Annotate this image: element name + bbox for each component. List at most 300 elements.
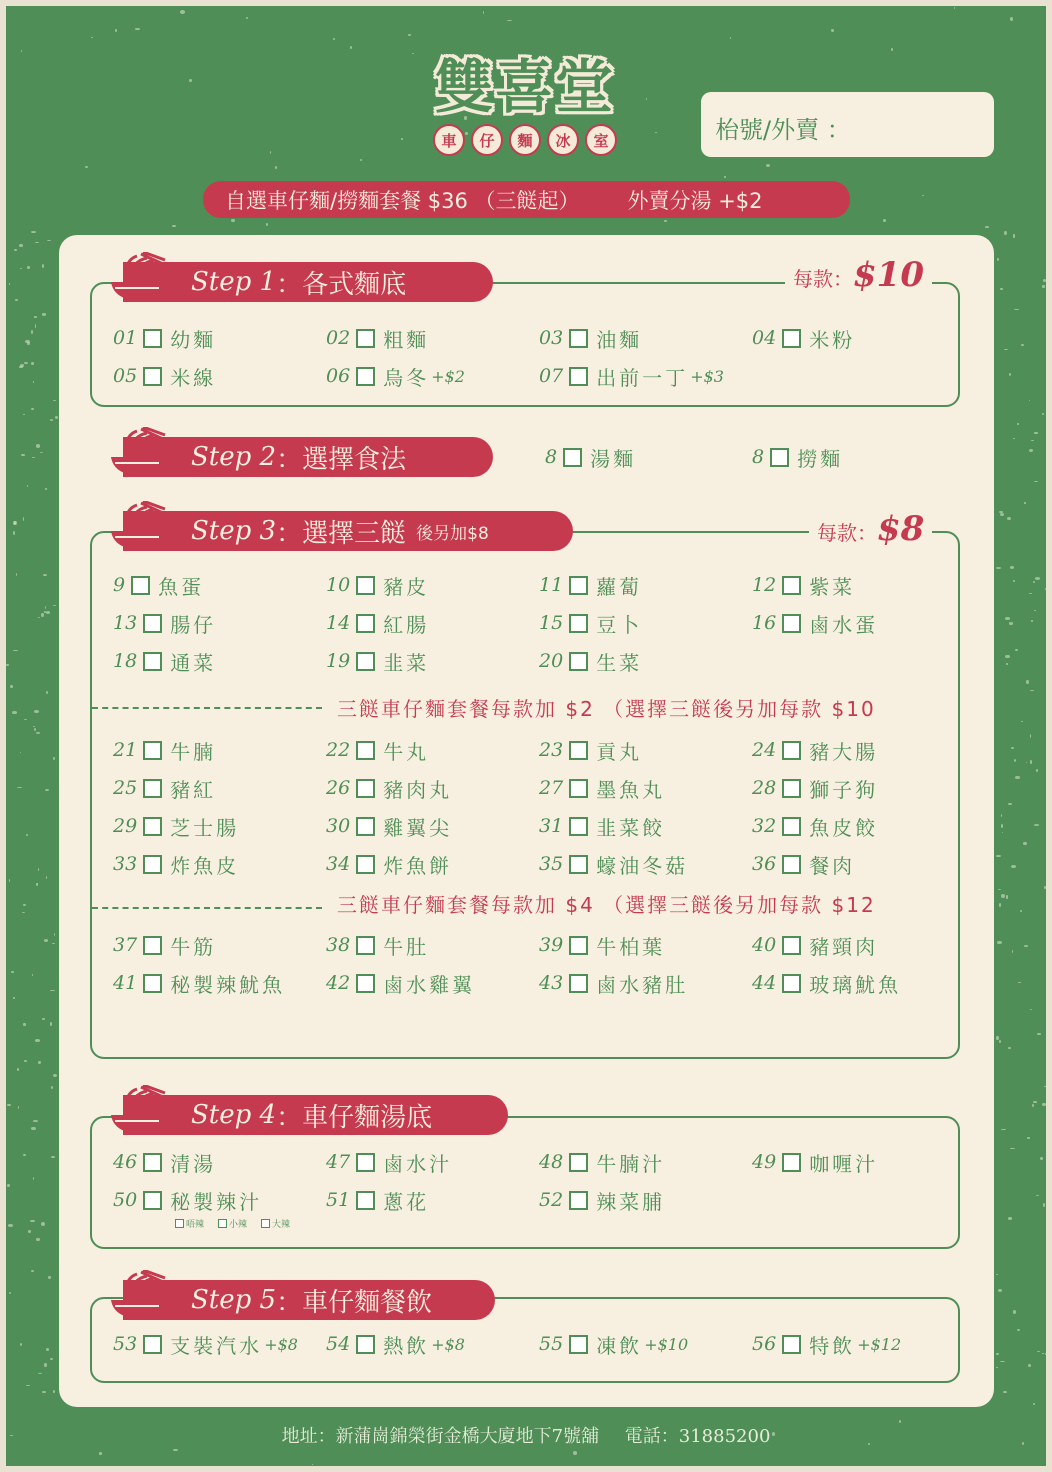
checkbox[interactable] — [770, 448, 789, 467]
texture-speck — [44, 939, 48, 942]
texture-speck — [1043, 279, 1046, 282]
texture-speck — [1028, 1364, 1031, 1367]
step4-title: ：車仔麵湯底 — [276, 1102, 433, 1133]
texture-speck — [10, 685, 13, 688]
checkbox[interactable] — [143, 974, 162, 993]
checkbox[interactable] — [569, 329, 588, 348]
checkbox[interactable] — [143, 1191, 162, 1210]
texture-speck — [312, 1464, 313, 1466]
item-number: 9 — [113, 574, 126, 596]
menu-option[interactable] — [752, 737, 878, 763]
step5-label: Step 5 — [191, 1285, 277, 1315]
checkbox[interactable] — [356, 1153, 375, 1172]
texture-speck — [99, 1452, 102, 1454]
texture-speck — [43, 574, 48, 577]
checkbox[interactable] — [569, 367, 588, 386]
texture-speck — [1001, 894, 1004, 898]
menu-option[interactable] — [326, 775, 452, 801]
step4-label: Step 4 — [191, 1100, 277, 1130]
checkbox[interactable] — [782, 936, 801, 955]
menu-option[interactable] — [113, 1331, 298, 1357]
texture-speck — [46, 691, 49, 695]
texture-speck — [408, 34, 411, 36]
texture-speck — [9, 1292, 11, 1294]
item-label: 支裝汽水 — [170, 1333, 263, 1358]
item-number: 21 — [113, 739, 138, 761]
texture-speck — [173, 1449, 177, 1451]
item-label: 通菜 — [170, 650, 217, 675]
texture-speck — [1034, 610, 1036, 612]
texture-speck — [33, 726, 35, 727]
item-number: 48 — [539, 1151, 564, 1173]
checkbox[interactable] — [782, 614, 801, 633]
item-number: 10 — [326, 574, 351, 596]
menu-option[interactable] — [752, 775, 878, 801]
checkbox[interactable] — [356, 652, 375, 671]
texture-speck — [23, 414, 25, 416]
menu-option[interactable] — [539, 325, 642, 351]
checkbox[interactable] — [569, 614, 588, 633]
item-label: 鹵水豬肚 — [596, 972, 689, 997]
texture-speck — [998, 889, 1001, 890]
texture-speck — [998, 1289, 1002, 1291]
checkbox[interactable] — [356, 974, 375, 993]
texture-speck — [31, 408, 34, 409]
menu-option[interactable] — [326, 325, 429, 351]
menu-option[interactable] — [539, 970, 688, 996]
menu-option[interactable] — [113, 737, 216, 763]
menu-option[interactable] — [326, 970, 475, 996]
menu-option[interactable] — [326, 1187, 429, 1213]
texture-speck — [46, 611, 51, 614]
item-label: 豆卜 — [596, 612, 643, 637]
texture-speck — [15, 299, 18, 301]
item-number: 03 — [539, 327, 564, 349]
texture-speck — [1013, 234, 1014, 238]
checkbox[interactable] — [356, 614, 375, 633]
item-number: 38 — [326, 934, 351, 956]
checkbox[interactable] — [782, 576, 801, 595]
item-label: 生菜 — [596, 650, 643, 675]
item-number: 24 — [752, 739, 777, 761]
item-number: 30 — [326, 815, 351, 837]
menu-option[interactable] — [752, 851, 855, 877]
texture-speck — [1030, 690, 1034, 692]
menu-option[interactable] — [752, 970, 901, 996]
texture-speck — [1040, 1157, 1044, 1160]
item-label: 韭菜餃 — [596, 815, 666, 840]
texture-speck — [28, 1230, 31, 1232]
checkbox[interactable] — [569, 1153, 588, 1172]
texture-speck — [14, 249, 16, 251]
checkbox[interactable] — [143, 1153, 162, 1172]
texture-speck — [1008, 1217, 1011, 1220]
checkbox[interactable] — [782, 1335, 801, 1354]
item-number: 04 — [752, 327, 777, 349]
texture-speck — [7, 1104, 12, 1107]
texture-speck — [27, 266, 30, 268]
menu-option[interactable] — [539, 1331, 688, 1357]
texture-speck — [51, 1156, 55, 1159]
checkbox[interactable] — [356, 1335, 375, 1354]
menu-option[interactable] — [545, 444, 636, 470]
texture-speck — [50, 1358, 52, 1360]
texture-speck — [21, 50, 22, 52]
texture-speck — [1011, 747, 1014, 749]
texture-speck — [483, 11, 484, 13]
logo-sub-char: 冰 — [547, 124, 579, 156]
item-number: 47 — [326, 1151, 351, 1173]
checkbox[interactable] — [782, 1153, 801, 1172]
menu-option[interactable] — [752, 813, 878, 839]
menu-option[interactable] — [113, 325, 216, 351]
item-label: 貢丸 — [596, 739, 643, 764]
menu-option[interactable] — [752, 444, 843, 470]
texture-speck — [1042, 413, 1044, 414]
item-surcharge: +$12 — [857, 1334, 902, 1354]
checkbox[interactable] — [356, 855, 375, 874]
menu-option[interactable] — [113, 572, 204, 598]
texture-speck — [1033, 1101, 1036, 1103]
texture-speck — [999, 511, 1003, 513]
item-label: 鹵水蛋 — [809, 612, 879, 637]
checkbox[interactable] — [143, 936, 162, 955]
menu-option[interactable] — [113, 851, 239, 877]
texture-speck — [32, 457, 35, 458]
logo-subtitle — [420, 124, 630, 156]
item-label: 牛肚 — [383, 934, 430, 959]
texture-speck — [31, 231, 36, 233]
item-number: 28 — [752, 777, 777, 799]
spice-option[interactable]: 小辣 — [218, 1217, 247, 1230]
texture-speck — [47, 240, 51, 241]
checkbox[interactable] — [356, 817, 375, 836]
texture-speck — [1004, 231, 1007, 235]
texture-speck — [34, 728, 36, 730]
texture-speck — [1026, 762, 1027, 763]
checkbox[interactable] — [782, 779, 801, 798]
menu-option[interactable] — [326, 1149, 452, 1175]
checkbox[interactable] — [218, 1219, 227, 1228]
checkbox[interactable] — [569, 1335, 588, 1354]
texture-speck — [360, 159, 362, 161]
texture-speck — [1043, 1203, 1045, 1207]
checkbox[interactable] — [356, 329, 375, 348]
menu-option[interactable] — [113, 1187, 262, 1213]
noodle-bowl-icon — [107, 427, 167, 479]
item-label: 凍飲 — [596, 1333, 643, 1358]
texture-speck — [45, 789, 49, 791]
menu-option[interactable] — [752, 1331, 901, 1357]
checkbox[interactable] — [143, 817, 162, 836]
checkbox[interactable] — [782, 817, 801, 836]
texture-speck — [1004, 349, 1008, 350]
texture-speck — [246, 17, 248, 19]
texture-speck — [1005, 617, 1009, 620]
divider-dashed — [92, 707, 322, 709]
texture-speck — [1008, 803, 1012, 805]
menu-option[interactable] — [539, 813, 665, 839]
menu-option[interactable] — [326, 813, 452, 839]
item-label: 湯麵 — [590, 446, 637, 471]
item-label: 牛柏葉 — [596, 934, 666, 959]
texture-speck — [22, 912, 26, 913]
checkbox[interactable] — [782, 855, 801, 874]
texture-speck — [1010, 1148, 1015, 1149]
item-label: 秘製辣魷魚 — [170, 972, 286, 997]
texture-speck — [1017, 423, 1019, 426]
logo-sub-char: 仔 — [471, 124, 503, 156]
checkbox[interactable] — [143, 855, 162, 874]
texture-speck — [189, 79, 192, 81]
texture-speck — [664, 220, 667, 223]
menu-option[interactable] — [326, 648, 429, 674]
texture-speck — [180, 10, 185, 14]
texture-speck — [17, 1068, 19, 1072]
texture-speck — [1000, 1361, 1005, 1362]
checkbox[interactable] — [569, 936, 588, 955]
item-number: 07 — [539, 365, 564, 387]
texture-speck — [270, 151, 271, 154]
texture-speck — [36, 732, 40, 734]
item-number: 40 — [752, 934, 777, 956]
texture-speck — [1009, 622, 1014, 624]
item-number: 01 — [113, 327, 138, 349]
texture-speck — [13, 997, 15, 999]
checkbox[interactable] — [782, 974, 801, 993]
menu-option[interactable] — [113, 1149, 216, 1175]
texture-speck — [1017, 1329, 1020, 1331]
texture-speck — [34, 316, 37, 317]
item-label: 雞翼尖 — [383, 815, 453, 840]
menu-option[interactable] — [113, 363, 216, 389]
checkbox[interactable] — [356, 576, 375, 595]
menu-option[interactable] — [752, 325, 855, 351]
texture-speck — [997, 258, 999, 261]
item-number: 05 — [113, 365, 138, 387]
checkbox[interactable] — [569, 576, 588, 595]
menu-option[interactable] — [326, 1331, 465, 1357]
item-number: 15 — [539, 612, 564, 634]
menu-option[interactable] — [326, 737, 429, 763]
texture-speck — [9, 283, 10, 284]
texture-speck — [1009, 373, 1011, 376]
texture-speck — [883, 219, 886, 222]
texture-speck — [91, 37, 93, 38]
texture-speck — [42, 1391, 45, 1393]
texture-speck — [231, 219, 235, 223]
menu-option[interactable] — [113, 610, 216, 636]
texture-speck — [48, 1276, 52, 1279]
item-number: 8 — [752, 446, 765, 468]
menu-option[interactable] — [539, 1149, 665, 1175]
step1-header — [123, 262, 493, 302]
menu-option[interactable] — [752, 1149, 878, 1175]
checkbox[interactable] — [143, 741, 162, 760]
banner-set-price: 自選車仔麵/撈麵套餐 $36 （三餸起） — [225, 188, 580, 213]
texture-speck — [33, 1177, 34, 1181]
texture-speck — [27, 485, 29, 487]
item-label: 韭菜 — [383, 650, 430, 675]
menu-option[interactable] — [326, 363, 465, 389]
texture-speck — [1021, 721, 1023, 723]
menu-option[interactable] — [539, 737, 642, 763]
noodle-bowl-icon — [107, 1085, 167, 1137]
step5-title: ：車仔麵餐飲 — [276, 1287, 433, 1318]
menu-option[interactable] — [752, 572, 855, 598]
step2-header — [123, 437, 493, 477]
item-number: 55 — [539, 1333, 564, 1355]
item-number: 20 — [539, 650, 564, 672]
texture-speck — [17, 787, 22, 788]
menu-option[interactable] — [326, 610, 429, 636]
item-number: 39 — [539, 934, 564, 956]
item-label: 餐肉 — [809, 853, 856, 878]
menu-option[interactable] — [113, 648, 216, 674]
checkbox[interactable] — [782, 741, 801, 760]
menu-option[interactable] — [113, 813, 239, 839]
menu-option[interactable] — [113, 932, 216, 958]
texture-speck — [412, 53, 415, 55]
item-surcharge: +$8 — [431, 1334, 465, 1354]
menu-option[interactable] — [539, 572, 642, 598]
texture-speck — [1005, 655, 1010, 659]
checkbox[interactable] — [356, 367, 375, 386]
item-number: 46 — [113, 1151, 138, 1173]
texture-speck — [1001, 824, 1003, 827]
item-label: 炸魚餅 — [383, 853, 453, 878]
checkbox[interactable] — [356, 741, 375, 760]
checkbox[interactable] — [143, 652, 162, 671]
texture-speck — [1030, 734, 1031, 738]
menu-option[interactable] — [752, 932, 878, 958]
checkbox[interactable] — [143, 329, 162, 348]
checkbox[interactable] — [356, 1191, 375, 1210]
item-label: 獅子狗 — [809, 777, 879, 802]
checkbox[interactable] — [569, 652, 588, 671]
menu-option[interactable] — [539, 851, 688, 877]
texture-speck — [350, 46, 353, 49]
texture-speck — [33, 381, 34, 383]
texture-speck — [36, 444, 40, 447]
menu-option[interactable] — [539, 610, 642, 636]
item-label: 粗麵 — [383, 327, 430, 352]
checkbox[interactable] — [261, 1219, 270, 1228]
table-number-field[interactable] — [701, 92, 994, 157]
texture-speck — [38, 1373, 42, 1374]
checkbox[interactable] — [569, 974, 588, 993]
texture-speck — [33, 1120, 38, 1122]
item-number: 49 — [752, 1151, 777, 1173]
checkbox[interactable] — [143, 614, 162, 633]
checkbox[interactable] — [563, 448, 582, 467]
texture-speck — [1010, 566, 1014, 569]
checkbox[interactable] — [175, 1219, 184, 1228]
item-label: 牛丸 — [383, 739, 430, 764]
checkbox[interactable] — [143, 779, 162, 798]
checkbox[interactable] — [569, 779, 588, 798]
texture-speck — [573, 1451, 577, 1455]
checkbox[interactable] — [143, 1335, 162, 1354]
menu-option[interactable] — [539, 363, 724, 389]
texture-speck — [51, 1086, 53, 1089]
divider-dashed — [92, 907, 322, 909]
checkbox[interactable] — [356, 936, 375, 955]
texture-speck — [646, 98, 647, 100]
menu-option[interactable] — [539, 775, 665, 801]
item-label: 豬大腸 — [809, 739, 879, 764]
step3-price — [809, 509, 932, 549]
checkbox[interactable] — [131, 576, 150, 595]
texture-speck — [42, 264, 44, 268]
menu-option[interactable] — [326, 932, 429, 958]
step5-header — [123, 1280, 495, 1320]
texture-speck — [24, 362, 29, 364]
texture-speck — [1032, 1104, 1034, 1107]
item-number: 29 — [113, 815, 138, 837]
spice-option[interactable]: 大辣 — [261, 1217, 290, 1230]
item-label: 咖喱汁 — [809, 1151, 879, 1176]
texture-speck — [42, 313, 46, 315]
checkbox[interactable] — [143, 367, 162, 386]
texture-speck — [53, 400, 56, 401]
menu-option[interactable] — [539, 932, 665, 958]
texture-speck — [46, 1348, 49, 1351]
texture-speck — [23, 517, 24, 521]
texture-speck — [135, 28, 140, 30]
item-label: 紅腸 — [383, 612, 430, 637]
item-number: 06 — [326, 365, 351, 387]
texture-speck — [8, 1224, 13, 1228]
texture-speck — [31, 362, 34, 365]
menu-option[interactable] — [326, 572, 429, 598]
texture-speck — [891, 48, 893, 51]
texture-speck — [507, 20, 512, 22]
step3-title: ：選擇三餸 — [276, 518, 407, 549]
texture-speck — [997, 941, 1002, 945]
texture-speck — [36, 1238, 40, 1242]
checkbox[interactable] — [569, 817, 588, 836]
menu-option[interactable] — [539, 648, 642, 674]
menu-option[interactable] — [326, 851, 452, 877]
texture-speck — [52, 943, 55, 944]
texture-speck — [996, 1274, 998, 1275]
item-label: 米粉 — [809, 327, 856, 352]
texture-speck — [275, 166, 277, 169]
texture-speck — [12, 711, 17, 714]
item-number: 11 — [539, 574, 564, 596]
item-number: 56 — [752, 1333, 777, 1355]
menu-option[interactable] — [752, 610, 878, 636]
item-number: 44 — [752, 972, 777, 994]
texture-speck — [1026, 680, 1029, 684]
menu-option[interactable] — [113, 775, 216, 801]
item-label: 烏冬 — [383, 365, 430, 390]
spice-option[interactable]: 唔辣 — [175, 1217, 204, 1230]
checkbox[interactable] — [356, 779, 375, 798]
item-number: 26 — [326, 777, 351, 799]
checkbox[interactable] — [782, 329, 801, 348]
texture-speck — [40, 452, 43, 453]
checkbox[interactable] — [569, 855, 588, 874]
checkbox[interactable] — [569, 741, 588, 760]
step1-label: Step 1 — [191, 267, 277, 297]
checkbox[interactable] — [569, 1191, 588, 1210]
texture-speck — [724, 176, 726, 178]
menu-option[interactable] — [539, 1187, 665, 1213]
menu-option[interactable] — [113, 970, 285, 996]
item-number: 13 — [113, 612, 138, 634]
